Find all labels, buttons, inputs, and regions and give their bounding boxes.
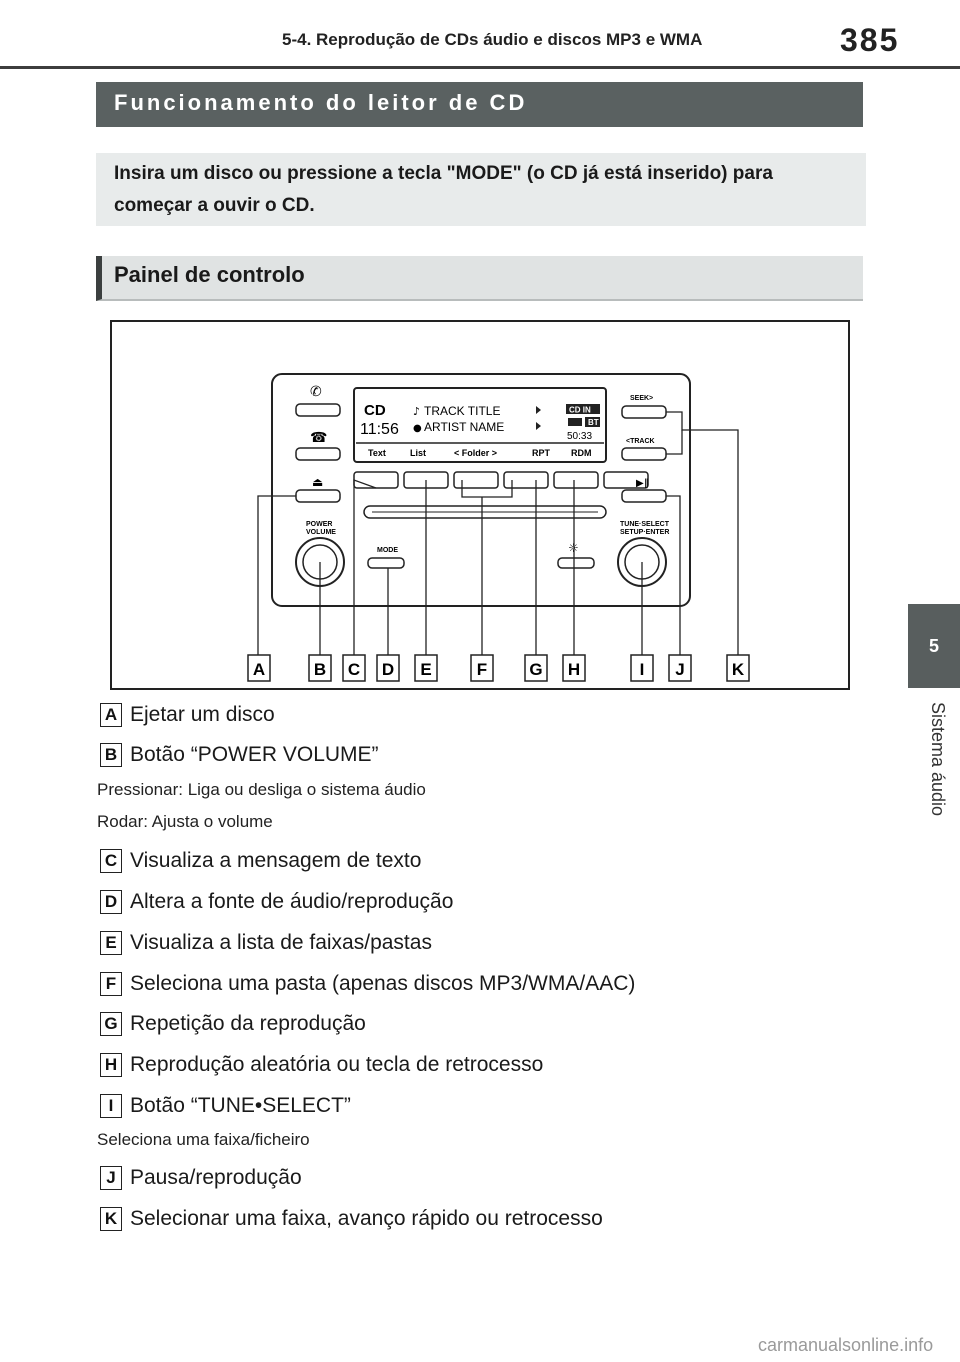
tune-select-label: TUNE·SELECT: [620, 521, 669, 528]
legend-badge: B: [100, 743, 122, 767]
section-title: Funcionamento do leitor de CD: [96, 82, 863, 127]
play-pause-button: [622, 490, 666, 502]
music-note-icon: ♪: [413, 405, 421, 418]
legend-item-h: [100, 1053, 543, 1077]
legend-badge: I: [100, 1094, 122, 1118]
softkey-c-button: [354, 472, 398, 488]
legend-text: Botão “POWER VOLUME”: [130, 743, 379, 766]
callout-h: H: [567, 660, 581, 679]
control-panel-illustration: [112, 322, 848, 688]
callout-c: C: [347, 660, 361, 679]
play-pause-icon: ▶‖: [636, 478, 649, 489]
phone-button: [296, 404, 340, 416]
power-label: POWER: [306, 521, 333, 528]
track-button: [622, 448, 666, 460]
hang-up-button: [296, 448, 340, 460]
legend-badge: J: [100, 1166, 122, 1190]
softkey-rdm-label: RDM: [571, 448, 592, 458]
legend-item-g: [100, 1012, 366, 1036]
note-press: Pressionar: Liga ou desliga o sistema áudio: [97, 780, 426, 799]
callout-a: A: [252, 660, 266, 679]
track-label: <TRACK: [626, 438, 655, 445]
panel-title: Painel de controlo: [96, 256, 863, 301]
mode-button: [368, 558, 404, 568]
callout-g: G: [529, 660, 543, 679]
artist-icon: ●: [413, 423, 422, 434]
intro-text: Insira um disco ou pressione a tecla "MODE" (o CD já está inserido) para começar a ouvir o CD.: [96, 153, 866, 226]
callout-i: I: [639, 660, 645, 679]
legend-item-d: [100, 890, 453, 914]
legend-item-c: [100, 849, 421, 873]
seek-button: [622, 406, 666, 418]
legend-item-b: [100, 743, 379, 767]
legend-badge: G: [100, 1012, 122, 1036]
legend-text: Seleciona uma pasta (apenas discos MP3/WMA/AAC): [130, 972, 636, 995]
chapter-label: Sistema áudio: [928, 702, 948, 817]
legend-text: Selecionar uma faixa, avanço rápido ou retrocesso: [130, 1207, 603, 1230]
section-header: 5-4. Reprodução de CDs áudio e discos MP3 e WMA: [282, 30, 703, 49]
display-elapsed: 50:33: [567, 431, 593, 442]
legend-item-a: [100, 703, 275, 727]
legend-text: Altera a fonte de áudio/reprodução: [130, 890, 454, 913]
softkey-f2-button: [504, 472, 548, 488]
legend-text: Repetição da reprodução: [130, 1012, 366, 1035]
control-panel-figure: [110, 320, 850, 690]
brightness-button: [558, 558, 594, 568]
softkey-text-label: Text: [368, 448, 386, 458]
callout-e: E: [420, 660, 432, 679]
legend-text: Pausa/reprodução: [130, 1166, 302, 1189]
legend-badge: K: [100, 1207, 122, 1231]
legend-item-i: [100, 1094, 351, 1118]
legend-badge: H: [100, 1053, 122, 1077]
chapter-tab: 5: [908, 604, 960, 688]
seek-label: SEEK>: [630, 395, 654, 402]
legend-badge: D: [100, 890, 122, 914]
eject-icon: ⏏: [312, 475, 324, 489]
legend-text: Ejetar um disco: [130, 703, 275, 726]
legend-item-f: [100, 972, 635, 996]
legend-item-e: [100, 931, 432, 955]
legend-text: Visualiza a mensagem de texto: [130, 849, 422, 872]
display-source: CD: [364, 402, 386, 419]
display-artist: ARTIST NAME: [424, 420, 505, 434]
display-track: TRACK TITLE: [424, 404, 501, 418]
legend-text: Visualiza a lista de faixas/pastas: [130, 931, 432, 954]
softkey-folder-label: < Folder >: [454, 448, 498, 458]
signal-icon: [568, 418, 582, 426]
cd-in-indicator: CD IN: [569, 405, 591, 415]
note-select-track: Seleciona uma faixa/ficheiro: [97, 1130, 310, 1149]
brightness-icon: ☼: [568, 541, 579, 555]
page-number: 385: [840, 22, 900, 58]
softkey-g-button: [554, 472, 598, 488]
display-time: 11:56: [360, 421, 399, 438]
legend-item-k: [100, 1207, 603, 1231]
softkey-rpt-label: RPT: [532, 448, 550, 458]
mode-label: MODE: [377, 547, 398, 554]
legend-text: Reprodução aleatória ou tecla de retrocesso: [130, 1053, 544, 1076]
callout-b: B: [313, 660, 327, 679]
callout-f: F: [476, 660, 488, 679]
note-rotate: Rodar: Ajusta o volume: [97, 812, 273, 831]
legend-badge: A: [100, 703, 122, 727]
bt-indicator: BT: [588, 418, 599, 427]
callout-d: D: [381, 660, 395, 679]
legend-badge: C: [100, 849, 122, 873]
phone-icon: ✆: [310, 384, 322, 400]
hang-up-icon: ☎: [310, 430, 328, 446]
watermark: carmanualsonline.info: [758, 1335, 934, 1355]
callout-k: K: [731, 660, 745, 679]
legend-text: Botão “TUNE•SELECT”: [130, 1094, 351, 1117]
softkey-f1-button: [454, 472, 498, 488]
callout-j: J: [675, 660, 685, 679]
setup-enter-label: SETUP·ENTER: [620, 529, 670, 536]
legend-item-j: [100, 1166, 302, 1190]
volume-label: VOLUME: [306, 529, 336, 536]
header-rule: [0, 66, 960, 69]
legend-badge: E: [100, 931, 122, 955]
legend-badge: F: [100, 972, 122, 996]
softkey-list-label: List: [410, 448, 427, 458]
eject-button: [296, 490, 340, 502]
